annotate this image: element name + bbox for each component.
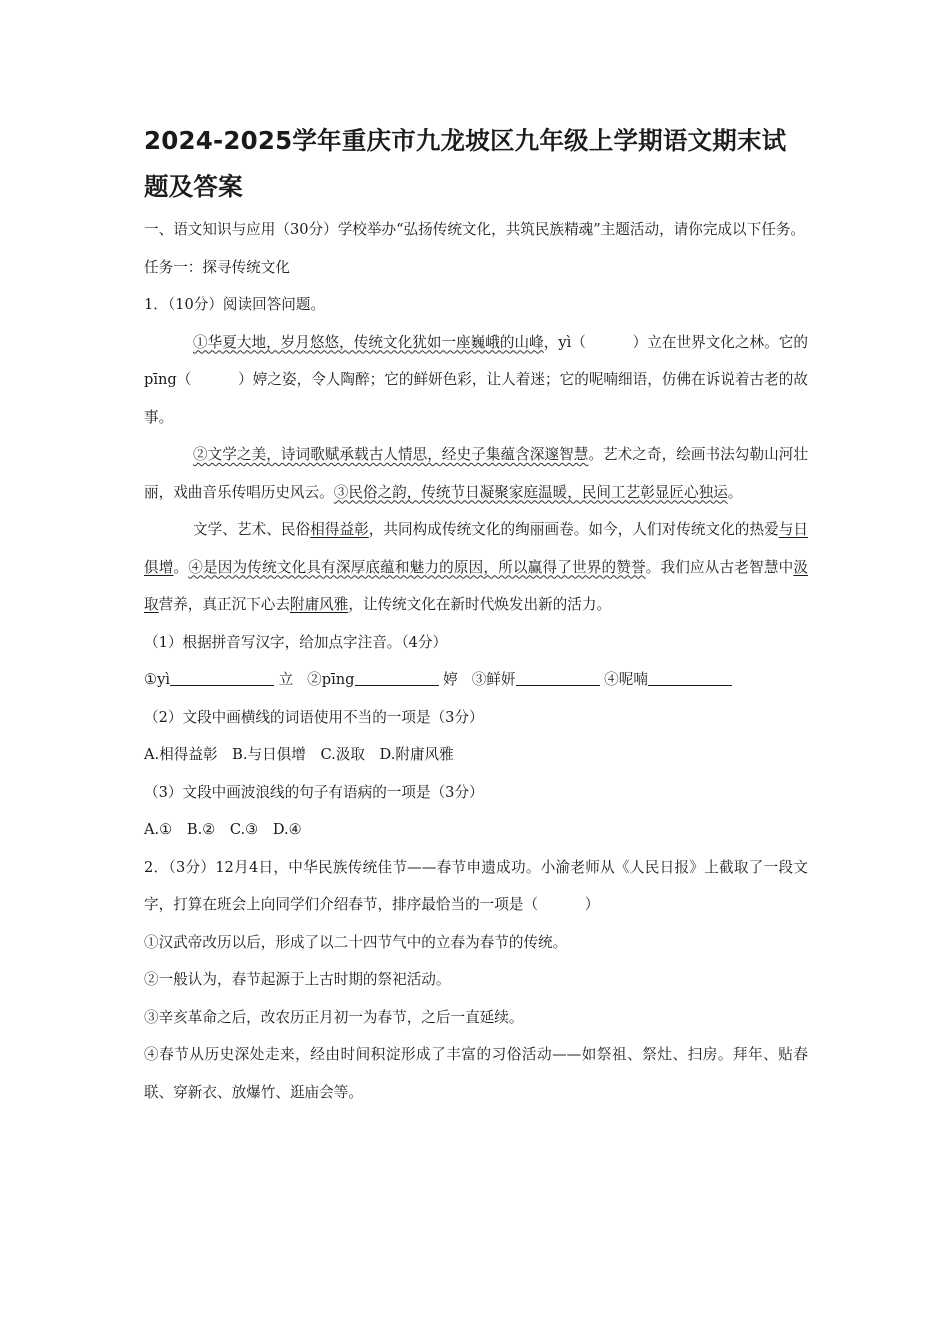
wavy-sentence-3: ③民俗之韵，传统节日凝聚家庭温暖，民间工艺彰显匠心独运 — [333, 483, 728, 501]
question-1-heading: 1．（10分）阅读回答问题。 — [144, 296, 326, 313]
document-page — [144, 118, 808, 1111]
underlined-word-1: 相得益彰 — [310, 521, 369, 538]
question-2-sentence-1: ①汉武帝改历以后，形成了以二十四节气中的立春为春节的传统。 — [144, 933, 568, 951]
underlined-word-2: 与日俱增 — [144, 521, 808, 576]
sub-question-2-options: A.相得益彰 B.与日俱增 C.汲取 D.附庸风雅 — [144, 746, 454, 763]
fill-blank-3[interactable] — [516, 670, 600, 686]
question-2-heading: 2．（3分）12月4日，中华民族传统佳节——春节申遗成功。小渝老师从《人民日报》上截取了一段文字，打算在班会上向同学们介绍春节，排序最恰当的一项是（ ） — [144, 858, 808, 913]
passage-paragraph-3: 文学、艺术、民俗相得益彰，共同构成传统文化的绚丽画卷。如今，人们对传统文化的热爱与日俱增。④是因为传统文化具有深厚底蕴和魅力的原因，所以赢得了世界的赞誉。我们应从古老智慧中汲取营养，真正沉下心去附庸风雅，让传统文化在新时代焕发出新的活力。 — [144, 521, 808, 613]
question-2-sentence-4: ④春节从历史深处走来，经由时间积淀形成了丰富的习俗活动——如祭祖、祭灶、扫房。拜年、贴春联、穿新衣、放爆竹、逛庙会等。 — [144, 1046, 808, 1101]
sub-question-1-heading: （1）根据拼音写汉字，给加点字注音。（4分） — [144, 633, 448, 651]
sub-question-3-heading: （3）文段中画波浪线的句子有语病的一项是（3分） — [144, 783, 484, 801]
passage-paragraph-2: ②文学之美，诗词歌赋承载古人情思，经史子集蕴含深邃智慧。艺术之奇，绘画书法勾勒山河壮丽，戏曲音乐传唱历史风云。③民俗之韵，传统节日凝聚家庭温暖，民间工艺彰显匠心独运。 — [144, 446, 808, 501]
wavy-sentence-2: ②文学之美，诗词歌赋承载古人情思，经史子集蕴含深邃智慧 — [193, 446, 589, 463]
underlined-word-4: 附庸风雅 — [289, 596, 349, 613]
document-title: 2024-2025学年重庆市九龙坡区九年级上学期语文期末试题及答案 — [144, 126, 787, 201]
sub-question-1-blanks: ①yì 立 ②pīng 婷 ③鲜妍 ④呢喃 — [144, 661, 808, 699]
fill-blank-1[interactable] — [170, 670, 274, 686]
question-2-sentence-2: ②一般认为，春节起源于上古时期的祭祀活动。 — [144, 971, 451, 988]
wavy-sentence-4: ④是因为传统文化具有深厚底蕴和魅力的原因，所以赢得了世界的赞誉 — [188, 558, 646, 576]
sub-question-3-options: A.① B.② C.③ D.④ — [144, 821, 302, 838]
fill-blank-4[interactable] — [648, 670, 732, 686]
passage-paragraph-1: ①华夏大地，岁月悠悠，传统文化犹如一座巍峨的山峰，yì（ ）立在世界文化之林。它的pīng（ ）婷之姿，令人陶醉；它的鲜妍色彩，让人着迷；它的呢喃细语，仿佛在诉说着古老的故事。 — [144, 333, 808, 426]
section-intro: 一、语文知识与应用（30分）学校举办“弘扬传统文化，共筑民族精魂”主题活动，请你完成以下任务。 — [144, 221, 806, 238]
wavy-sentence-1: ①华夏大地，岁月悠悠，传统文化犹如一座巍峨的山峰 — [193, 333, 544, 351]
sub-question-2-heading: （2）文段中画横线的词语使用不当的一项是（3分） — [144, 708, 484, 726]
fill-blank-2[interactable] — [355, 670, 439, 686]
task-heading: 任务一：探寻传统文化 — [144, 258, 290, 276]
question-2-sentence-3: ③辛亥革命之后，改农历正月初一为春节，之后一直延续。 — [144, 1008, 524, 1026]
underlined-word-3: 汲取 — [144, 558, 808, 613]
